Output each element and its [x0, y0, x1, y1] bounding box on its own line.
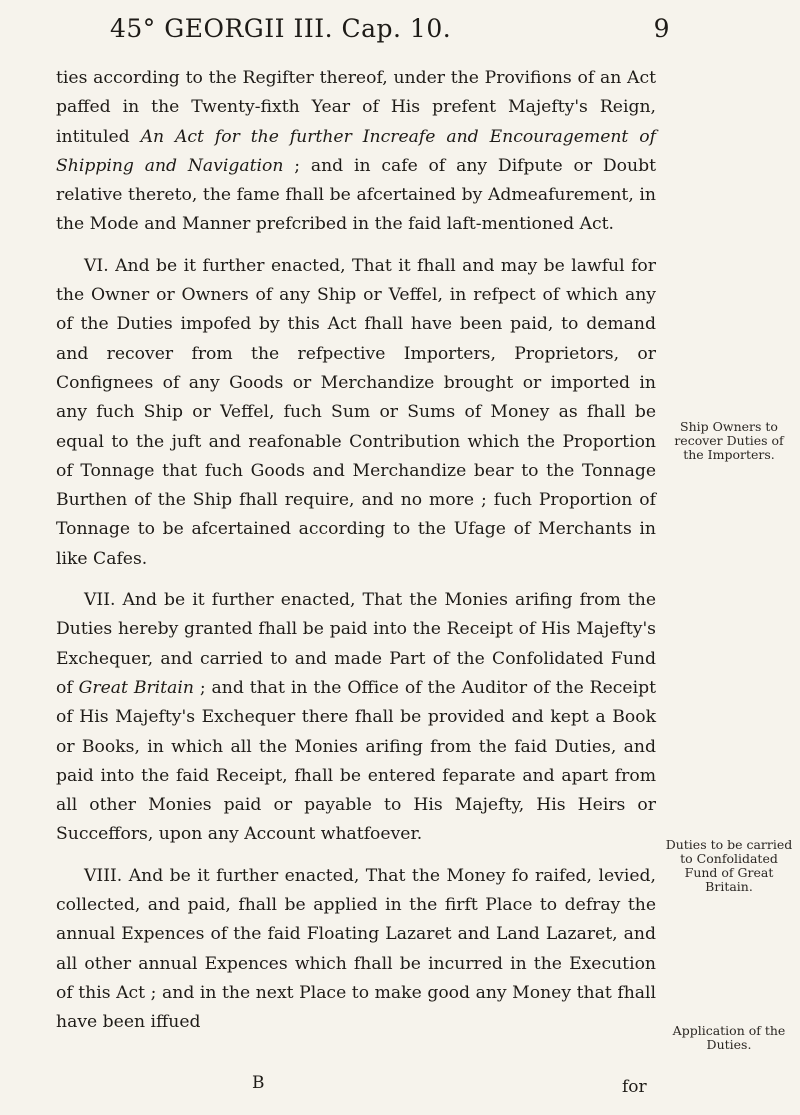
paragraph-text: VII. And be it further enacted, That the Monies arifing from the Duties hereby granted fhall be paid into the Receipt of His Majefty's Exchequer, and carried to and made Part of the Confolidated Fund of	[56, 590, 656, 698]
margin-note-ship-owners: Ship Owners to recover Duties of the Importers.	[674, 419, 784, 462]
header-title: 45° GEORGII III. Cap. 10.	[110, 14, 452, 43]
paragraph-text: ; and in cafe of any Difpute or Doubt relative thereto, the fame fhall be afcertained by Admeafurement, in the Mode and Manner prefcribed in the faid laft-mentioned Act.	[56, 155, 656, 235]
paragraph-text: VI. And be it further enacted, That it fhall and may be lawful for the Owner or Owners of any Ship or Veffel, in refpect of which any of the Duties impofed by this Act fhall have been paid, to demand and recover from the refpective Importers, Proprietors, or Confignees of any Goods or Merchandize brought or imported in any fuch Ship or Veffel, fuch Sum or Sums of Money as fhall be equal to the juft and reafonable Contribution which the Proportion of Tonnage that fuch Goods and Merchandize bear to the Tonnage Burthen of the Ship fhall require, and no more ; fuch Proportion of Tonnage to be afcertained according to the Ufage of Merchants in like Cafes.	[56, 255, 656, 569]
place-name-italic: Great Britain	[78, 677, 194, 698]
catchword: for	[622, 1077, 647, 1097]
paragraph-section-vii	[56, 586, 656, 850]
act-title-italic: An Act for the further Increafe and Encouragement of Shipping and Navigation	[56, 126, 656, 176]
signature-mark: B	[252, 1073, 265, 1093]
margin-note-duties-carried: Duties to be carried to Confolidated Fund of Great Britain.	[665, 837, 793, 894]
body-text	[56, 64, 656, 1038]
paragraph-continuation	[56, 64, 656, 240]
margin-note-application: Application of the Duties.	[672, 1023, 786, 1052]
paragraph-text: ; and that in the Office of the Auditor of the Receipt of His Majefty's Exchequer there fhall be provided and kept a Book or Books, in which all the Monies arifing from the faid Duties, and paid into the faid Receipt, fhall be entered feparate and apart from all other Monies paid or payable to His Majefty, His Heirs or Succeffors, upon any Account whatfoever.	[56, 677, 656, 845]
paragraph-section-vi	[56, 252, 656, 574]
page-number: 9	[653, 14, 670, 43]
paragraph-section-viii	[56, 862, 656, 1038]
paragraph-text: ties according to the Regifter thereof, under the Provifions of an Act paffed in the Twenty-fixth Year of His prefent Majefty's Reign, intituled	[56, 68, 656, 147]
running-header	[110, 14, 670, 54]
paragraph-text: VIII. And be it further enacted, That the Money fo raifed, levied, collected, and paid, fhall be applied in the firft Place to defray the annual Expences of the faid Floating Lazaret and Land Lazaret, and all other annual Expences which fhall be incurred in the Execution of this Act ; and in the next Place to make good any Money that fhall have been iffued	[56, 865, 656, 1033]
